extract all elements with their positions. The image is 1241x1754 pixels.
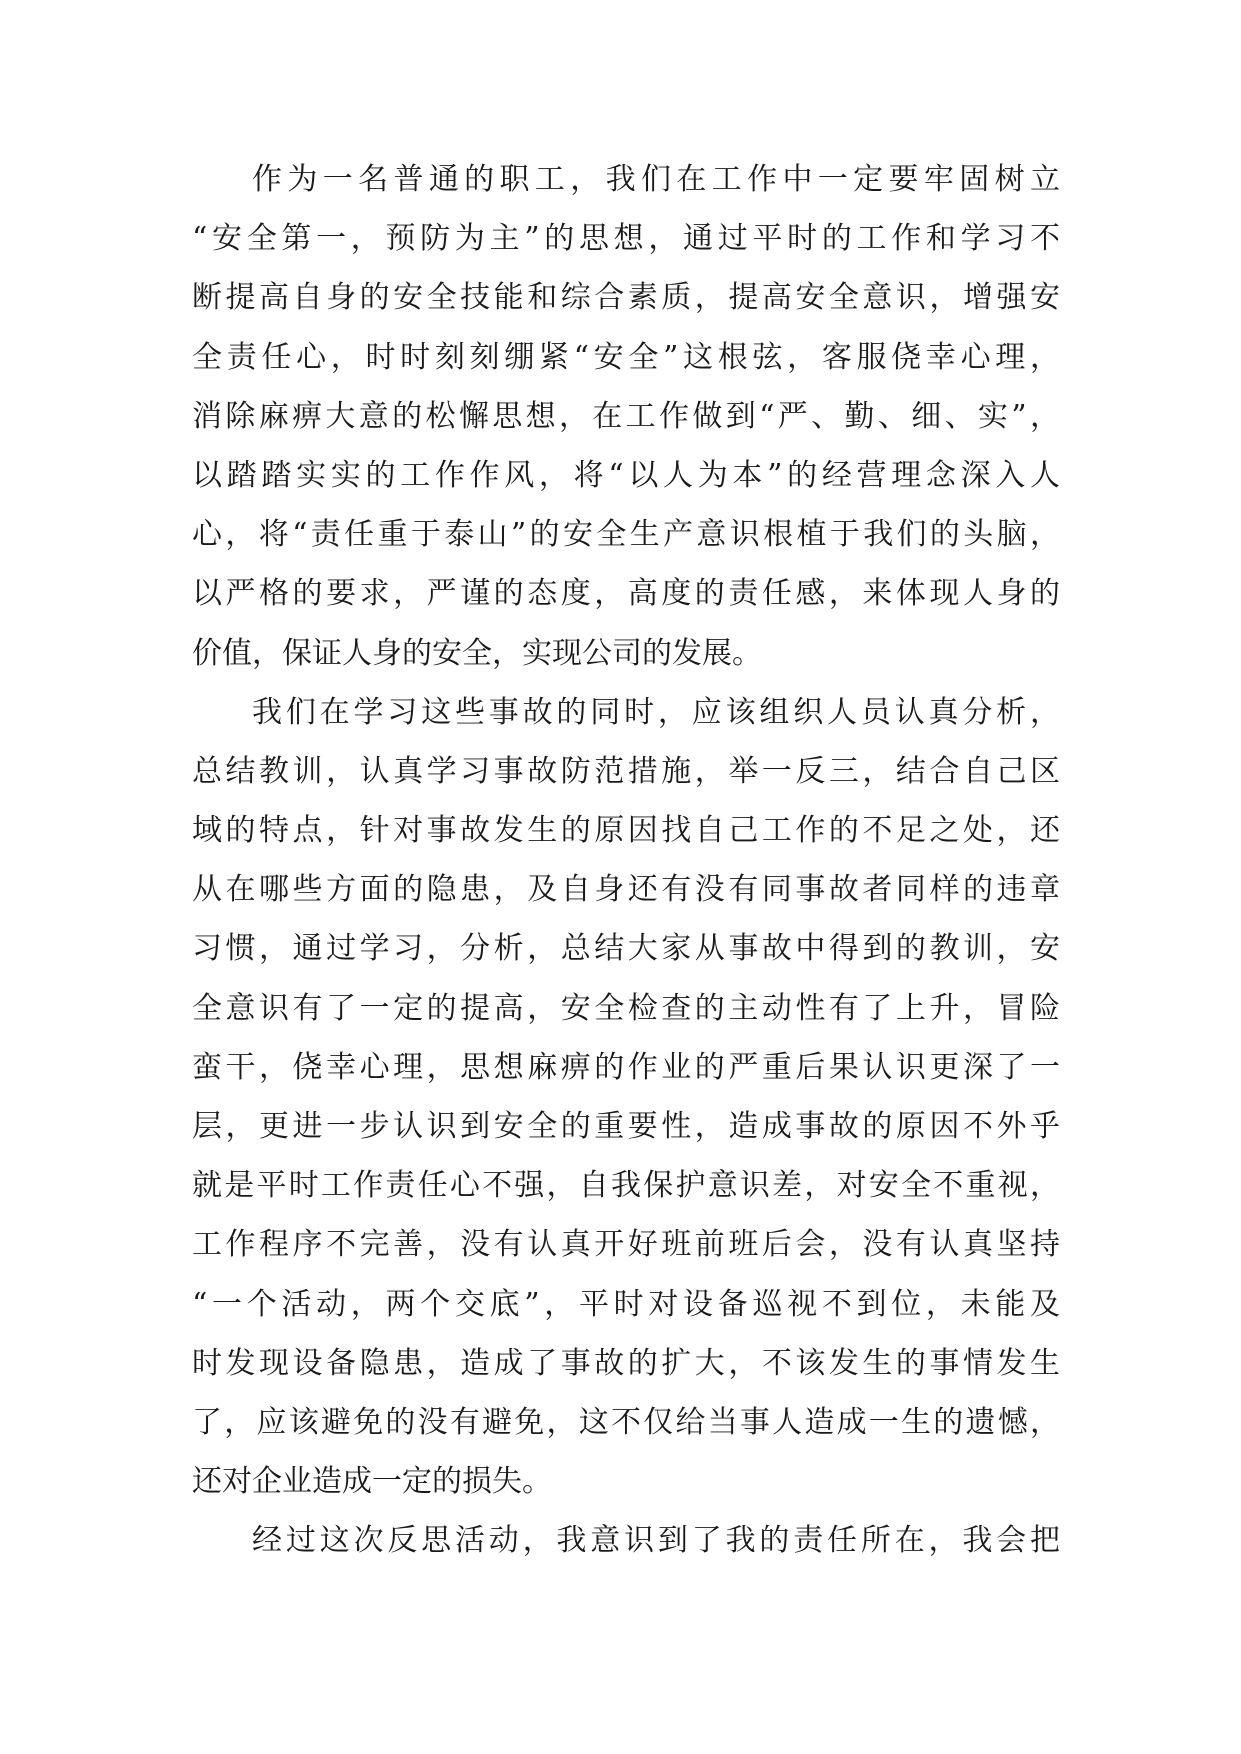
text-line: 工作程序不完善，没有认真开好班前班后会，没有认真坚持	[192, 1227, 1060, 1263]
text-line: 蛮干，侥幸心理，思想麻痹的作业的严重后果认识更深了一	[192, 1049, 1060, 1085]
text-line: 全意识有了一定的提高，安全检查的主动性有了上升，冒险	[192, 990, 1060, 1026]
text-line: 我们在学习这些事故的同时，应该组织人员认真分析，	[252, 694, 1060, 730]
text-line: “一个活动，两个交底”，平时对设备巡视不到位，未能及	[192, 1286, 1060, 1322]
text-line: 经过这次反思活动，我意识到了我的责任所在，我会把	[252, 1523, 1060, 1559]
text-line: 总结教训，认真学习事故防范措施，举一反三，结合自己区	[192, 753, 1060, 789]
text-line: 就是平时工作责任心不强，自我保护意识差，对安全不重视，	[192, 1168, 1060, 1204]
text-line: 时发现设备隐患，造成了事故的扩大，不该发生的事情发生	[192, 1345, 1060, 1381]
text-line: 消除麻痹大意的松懈思想，在工作做到“严、勤、细、实”，	[192, 398, 1060, 434]
text-line: 了，应该避免的没有避免，这不仅给当事人造成一生的遗憾，	[192, 1404, 1060, 1440]
text-line: 价值，保证人身的安全，实现公司的发展。	[192, 635, 762, 671]
text-line: 域的特点，针对事故发生的原因找自己工作的不足之处，还	[192, 813, 1060, 849]
paragraph-2	[192, 683, 1060, 1512]
text-line: 全责任心，时时刻刻绷紧“安全”这根弦，客服侥幸心理，	[192, 339, 1060, 375]
text-line: 从在哪些方面的隐患，及自身还有没有同事故者同样的违章	[192, 872, 1060, 908]
text-line: 以严格的要求，严谨的态度，高度的责任感，来体现人身的	[192, 576, 1060, 612]
paragraph-1	[192, 150, 1060, 683]
text-line: 断提高自身的安全技能和综合素质，提高安全意识，增强安	[192, 280, 1060, 316]
paragraph-3	[192, 1511, 1060, 1570]
text-line: 还对企业造成一定的损失。	[192, 1464, 552, 1500]
text-line: “安全第一，预防为主”的思想，通过平时的工作和学习不	[192, 221, 1060, 257]
text-line: 习惯，通过学习，分析，总结大家从事故中得到的教训，安	[192, 931, 1060, 967]
text-line: 层，更进一步认识到安全的重要性，造成事故的原因不外乎	[192, 1109, 1060, 1144]
text-line: 心，将“责任重于泰山”的安全生产意识根植于我们的头脑，	[192, 517, 1060, 553]
document-body	[192, 150, 1060, 1571]
text-line: 作为一名普通的职工，我们在工作中一定要牢固树立	[252, 162, 1060, 197]
text-line: 以踏踏实实的工作作风，将“以人为本”的经营理念深入人	[192, 457, 1060, 493]
